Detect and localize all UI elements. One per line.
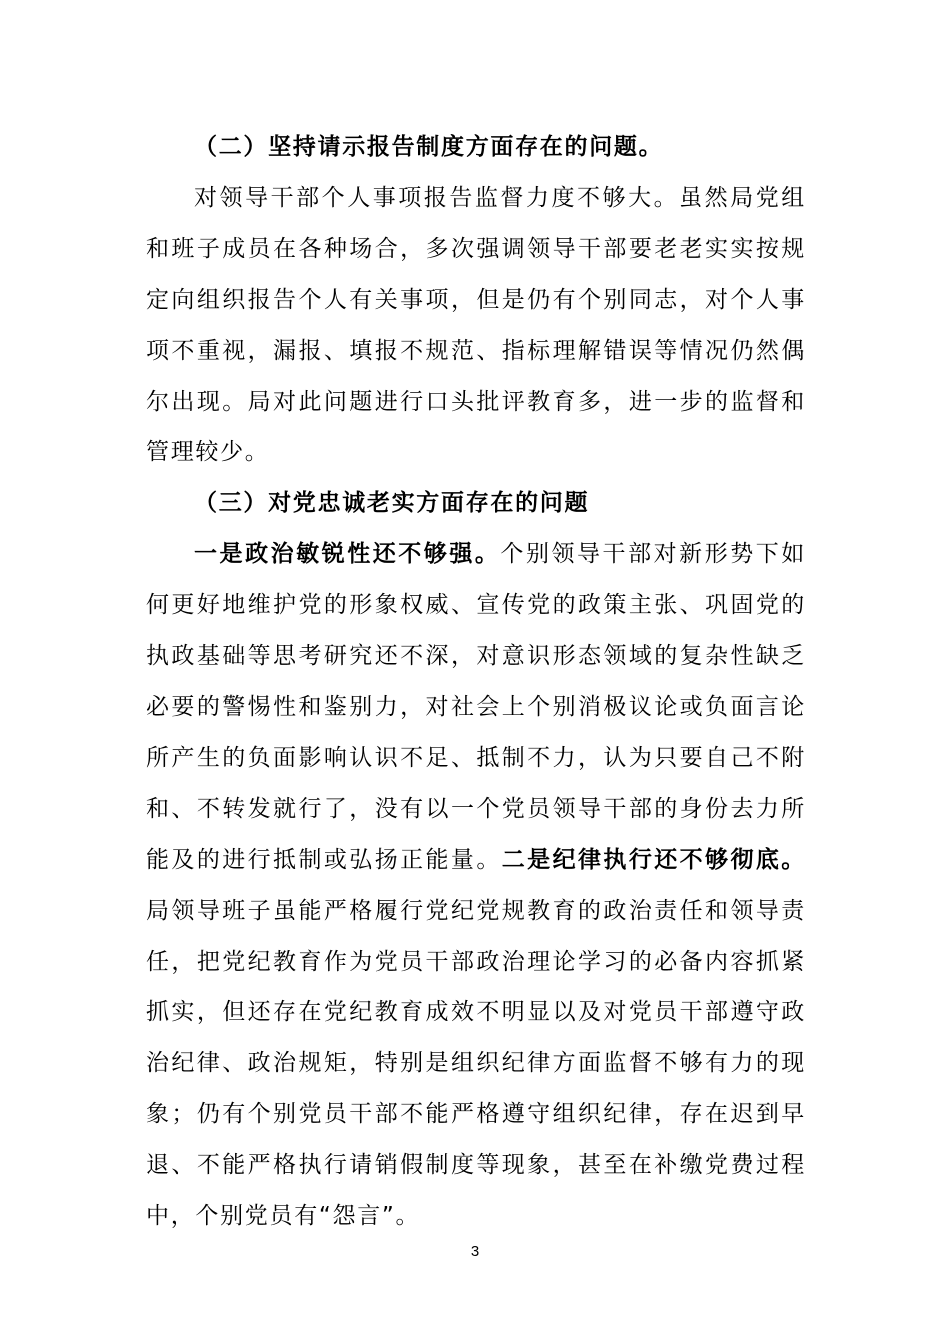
page-number: 3 <box>470 1243 480 1260</box>
section-paragraph-2: 对领导干部个人事项报告监督力度不够大。虽然局党组和班子成员在各种场合，多次强调领导干部要老老实实按规定向组织报告个人有关事项，但是仍有个别同志，对个人事项不重视，漏报、填报不规范、指标理解错误等情况仍然偶尔出现。局对此问题进行口头批评教育多，进一步的监督和管理较少。 <box>146 184 806 466</box>
section-heading-3: （三）对党忠诚老实方面存在的问题 <box>194 490 590 517</box>
point-title-1: 一是政治敏锐性还不够强。 <box>194 541 501 568</box>
point-text-1: 个别领导干部对新形势下如何更好地维护党的形象权威、宣传党的政策主张、巩固党的执政基础等思考研究还不深，对意识形态领域的复杂性缺乏必要的警惕性和鉴别力，对社会上个别消极议论或负面言论所产生的负面影响认识不足、抵制不力，认为只要自己不附和、不转发就行了，没有以一个党员领导干部的身份去力所能及的进行抵制或弘扬正能量。 <box>146 541 806 873</box>
section-heading-2: （二）坚持请示报告制度方面存在的问题。 <box>194 134 664 160</box>
document-body <box>146 122 806 1242</box>
section-paragraph-3 <box>146 529 806 1242</box>
point-title-2: 二是纪律执行还不够彻底。 <box>501 846 806 873</box>
point-text-2: 局领导班子虽能严格履行党纪党规教育的政治责任和领导责任，把党纪教育作为党员干部政治理论学习的必备内容抓紧抓实，但还存在党纪教育成效不明显以及对党员干部遵守政治纪律、政治规矩，特别是组织纪律方面监督不够有力的现象；仍有个别党员干部不能严格遵守组织纪律，存在迟到早退、不能严格执行请销假制度等现象，甚至在补缴党费过程中，个别党员有“怨言”。 <box>146 897 806 1230</box>
